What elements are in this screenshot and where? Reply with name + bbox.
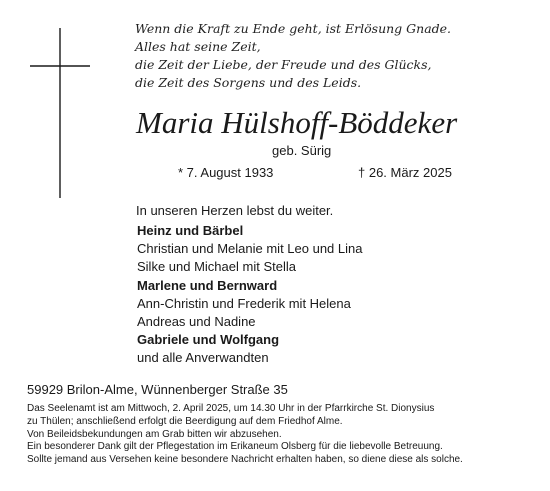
mourner-line: Andreas und Nadine [137, 314, 256, 330]
details-line: zu Thülen; anschließend erfolgt die Beerdigung auf dem Friedhof Alme. [27, 415, 343, 427]
deceased-name: Maria Hülshoff-Böddeker [136, 105, 458, 140]
maiden-name: geb. Sürig [272, 143, 332, 158]
details-line: Ein besonderer Dank gilt der Pflegestation im Erikaneum Olsberg für die liebevolle Betreuung. [27, 441, 443, 453]
poem-line: Alles hat seine Zeit, [135, 39, 261, 54]
poem-line: die Zeit der Liebe, der Freude und des Glücks, [135, 57, 432, 72]
details-line: Von Beileidsbekundungen am Grab bitten wir abzusehen. [27, 428, 282, 440]
poem [135, 20, 535, 92]
birth-date: * 7. August 1933 [178, 165, 274, 180]
poem-line: Wenn die Kraft zu Ende geht, ist Erlösung Gnade. [135, 21, 452, 36]
mourner-line: Ann-Christin und Frederik mit Helena [137, 295, 351, 311]
remembrance-line: In unseren Herzen lebst du weiter. [136, 203, 334, 218]
details-line: Sollte jemand aus Versehen keine besondere Nachricht erhalten haben, so diene diese als solche. [27, 454, 463, 466]
mourner-line: Silke und Michael mit Stella [137, 259, 296, 275]
mourner-line: Marlene und Bernward [137, 277, 278, 293]
service-details [27, 403, 547, 467]
death-date: † 26. März 2025 [358, 165, 452, 180]
mourner-line: und alle Anverwandten [137, 350, 269, 366]
cross-icon [30, 28, 90, 198]
poem-line: die Zeit des Sorgens und des Leids. [135, 75, 362, 90]
mourner-line: Christian und Melanie mit Leo und Lina [137, 241, 363, 257]
mourner-line: Gabriele und Wolfgang [137, 332, 280, 348]
details-line: Das Seelenamt ist am Mittwoch, 2. April 2025, um 14.30 Uhr in der Pfarrkirche St. Dionysius [27, 403, 435, 414]
mourner-line: Heinz und Bärbel [137, 223, 244, 238]
mourners-list [137, 222, 517, 368]
address: 59929 Brilon-Alme, Wünnenberger Straße 35 [27, 382, 288, 397]
